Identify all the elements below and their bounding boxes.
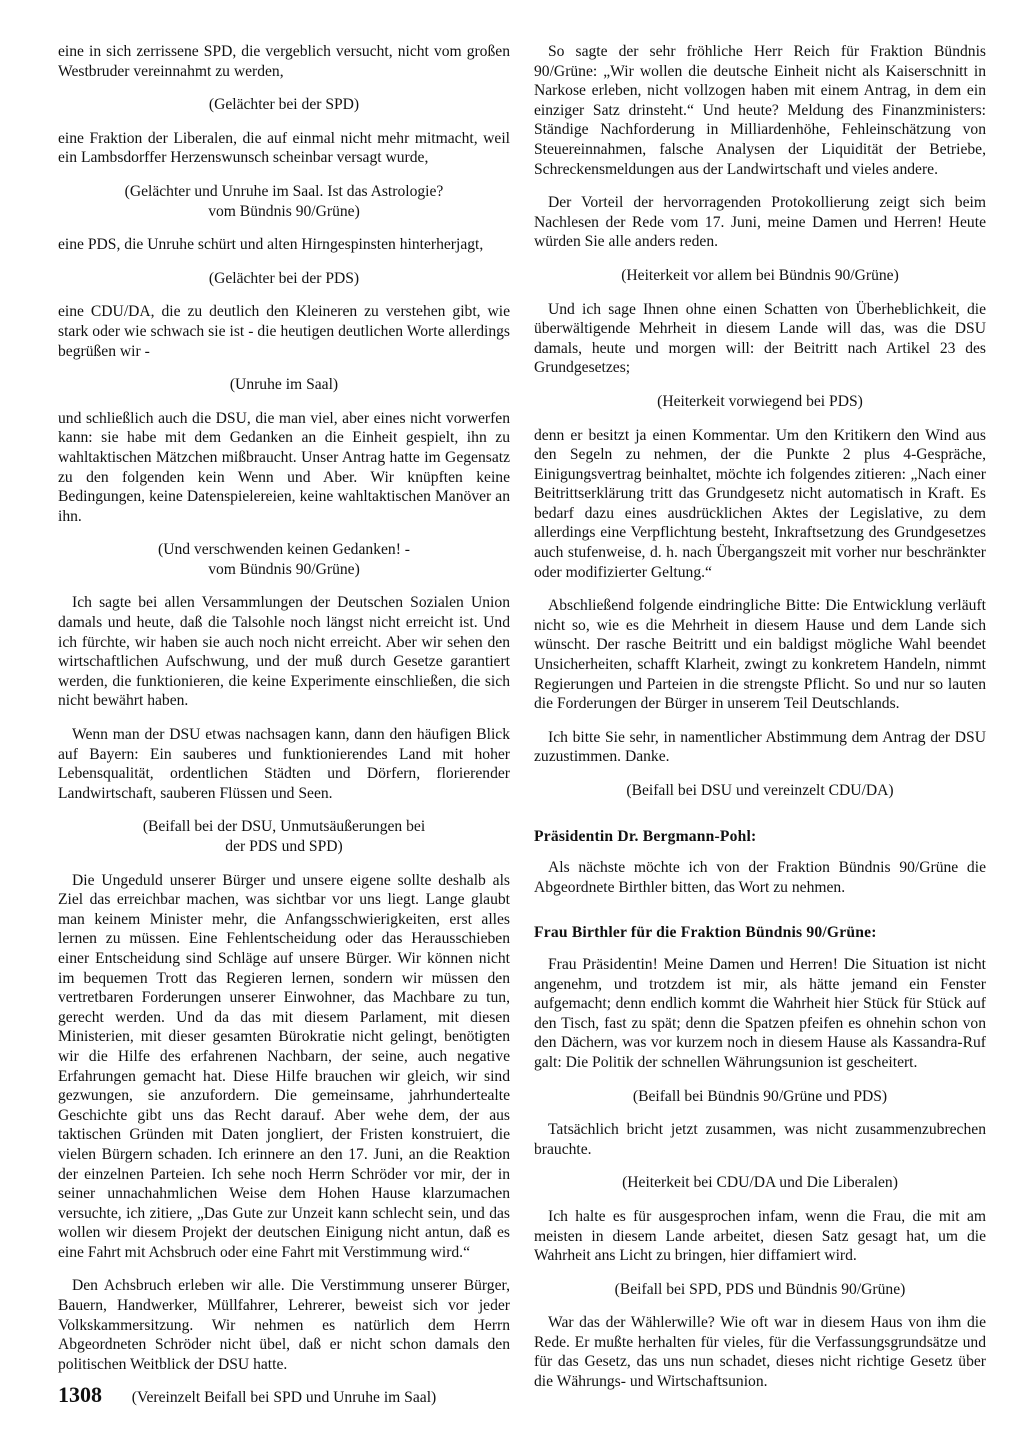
interjection-line: (Heiterkeit vor allem bei Bündnis 90/Grüne) [621,266,899,284]
paragraph: Ich bitte Sie sehr, in namentlicher Abstimmung dem Antrag der DSU zuzustimmen. Danke. [534,728,986,766]
interjection [534,781,986,801]
interjection-line: der PDS und SPD) [225,838,343,855]
interjection [58,95,510,115]
interjection [58,1388,510,1408]
interjection [534,1087,986,1107]
speaker-heading: Präsidentin Dr. Bergmann-Pohl: [534,827,757,845]
interjection-line: (Und verschwenden keinen Gedanken! - [158,541,410,559]
paragraph: eine Fraktion der Liberalen, die auf einmal nicht mehr mitmacht, weil ein Lambsdorffer Herzenswunsch scheinbar versagt wurde, [58,129,510,167]
page-number: 1308 [58,1382,102,1407]
paragraph: War das der Wählerwille? Wie oft war in diesem Haus von ihm die Rede. Er mußte herhalten für vieles, für die Verfassungsgrundsätze und für das Gesetz, das uns nun schadet, dieses nicht richtige Gesetz über die Währungs- und Wirtschaftsunion. [534,1314,986,1391]
paragraph: Tatsächlich bricht jetzt zusammen, was nicht zusammenzubrechen brauchte. [534,1121,986,1158]
interjection-line: (Heiterkeit bei CDU/DA und Die Liberalen) [622,1174,898,1192]
interjection-line: (Unruhe im Saal) [229,376,339,394]
speaker-heading: Frau Birthler für die Fraktion Bündnis 90/Grüne: [534,924,877,942]
paragraph: Als nächste möchte ich von der Fraktion Bündnis 90/Grüne die Abgeordnete Birthler bitten, das Wort zu nehmen. [534,859,986,896]
interjection [58,182,510,221]
interjection-line: (Gelächter bei der SPD) [208,96,360,114]
paragraph: Der Vorteil der hervorragenden Protokollierung zeigt sich beim Nachlesen der Rede vom 17. Juni, meine Damen und Herren! Heute würden Sie alle anders reden. [534,194,986,251]
interjection [534,392,986,412]
paragraph: eine CDU/DA, die zu deutlich den Kleineren zu verstehen gibt, wie stark oder wie schwach sie ist - die heutigen deutlichen Worte allerdings begrüßen wir - [58,303,510,360]
paragraph: Abschließend folgende eindringliche Bitte: Die Entwicklung verläuft nicht so, wie es die Mehrheit in diesem Hause und dem Lande sich wünscht. Der rasche Beitritt und ein baldigst mögliche Wahl beendet Unsicherheiten, schafft Klarheit, zwingt zu konkretem Handeln, nimmt Regierungen und Parteien in die strengste Pflicht. So und nur so lauten die Forderungen der Bürger in unserem Teil Deutschlands. [534,597,986,713]
paragraph: und schließlich auch die DSU, die man viel, aber eines nicht vorwerfen kann: sie habe mit dem Gedanken an die Einheit gespielt, ihn zu wahltaktischen Mätzchen mißbraucht. Unser Antrag hatte im Gegensatz zu den folgenden kein Wenn und Aber. Wir knüpften keine Bedingungen, keine Datenspielereien, keine wahltaktischen Manöver an ihn. [58,409,510,525]
paragraph: Den Achsbruch erleben wir alle. Die Verstimmung unserer Bürger, Bauern, Handwerker, Müllfahrer, Lehrerer, beweist sich vor jeder Volkskammersitzung. Wir nehmen es natürlich dem Herrn Abgeordneten Schröder nicht übel, daß er nicht schon damals den politischen Weitblick der DSU hatte. [58,1277,510,1373]
paragraph: Frau Präsidentin! Meine Damen und Herren! Die Situation ist nicht angenehm, und trotzdem ist mir, als hätte jemand ein Fenster aufgemacht; denn endlich kommt die Wahrheit hier Stück für Stück auf den Tisch, fast zu spät; denn die Spatzen pfeifen es ohnehin schon von den Dächern, was vor kurzem noch in diesem Hause als Kassandra-Ruf galt: Die Politik der schnellen Währungsunion ist gescheitert. [534,955,986,1071]
interjection-line: (Beifall bei Bündnis 90/Grüne und PDS) [632,1087,888,1105]
interjection-line: (Beifall bei DSU und vereinzelt CDU/DA) [626,782,894,799]
interjection-line: (Gelächter und Unruhe im Saal. Ist das Astrologie? [124,182,444,200]
interjection [58,269,510,289]
interjection-line: (Beifall bei SPD, PDS und Bündnis 90/Grüne) [614,1280,906,1298]
interjection-line: (Heiterkeit vorwiegend bei PDS) [657,392,863,410]
interjection-line: vom Bündnis 90/Grüne) [208,202,360,220]
interjection [534,1280,986,1300]
paragraph: eine in sich zerrissene SPD, die vergeblich versucht, nicht vom großen Westbruder vereinnahmt zu werden, [58,43,510,80]
paragraph: denn er besitzt ja einen Kommentar. Um den Kritikern den Wind aus den Segeln zu nehmen, der die Punkte 2 plus 4-Gespräche, Einigungsvertrag beinhaltet, möchte ich folgendes zitieren: „Nach einer Beitrittserklärung tritt das Grundgesetz nicht automatisch in Kraft. Es bedarf dazu eines ausdrücklichen Aktes der Legislative, zu dem allerdings eine Verpflichtung besteht, Inkraftsetzung des Grundgesetzes auch stufenweise, d. h. nach Übergangszeit mit vorher nur beschränkter oder modifizierter Geltung.“ [534,426,986,581]
interjection [58,817,510,856]
interjection-line: vom Bündnis 90/Grüne) [208,560,360,578]
paragraph: Die Ungeduld unserer Bürger und unsere eigene sollte deshalb als Ziel das erreichbar machen, was sichtbar vor uns liegt. Lange glaubt man keinem Minister mehr, die Anfangsschwierigkeiten, erst alles lernen zu müssen. Eine Fehlentscheidung oder das Herausschieben einer Entscheidung sind Schläge auf unsere Bürger. Wir können nicht im bequemen Trott das Regieren lernen, sondern wir müssen den vertretbaren Forderungen unserer Einwohner, das Machbare zu tun, gerecht werden. Und da das mit diesem Parlament, mit diesen Ministerien, mit dieser gesamten Bürokratie nicht gelingt, benötigten wir die Hilfe des erfahrenen Nachbarn, der seine, auch negative Erfahrungen gemacht hat. Diese Hilfe brauchen wir gleich, wir sind gezwungen, sie anzufordern. Die gemeinsame, jahrhundertealte Geschichte gibt uns das Recht darauf. Aber wehe dem, der aus taktischen Gründen mit Daten jongliert, der Fristen konstruiert, die vielen Bürgern schaden. Ich erinnere an den 17. Juni, an die Reaktion der einzelnen Parteien. Ich sehe noch Herrn Schröder vor mir, der in seiner unnachahmlichen Weise dem Hohen Hause klarzumachen versuchte, ich zitiere, „Das Gute zur Unzeit kann schlecht sein, und das wollen wir diesem Projekt der deutschen Einigung nicht antun, daß es eine Fahrt mit Achsbruch oder eine Fahrt mit Verstimmung wird.“ [58,871,510,1261]
paragraph: Und ich sage Ihnen ohne einen Schatten von Überheblichkeit, die überwältigende Mehrheit in diesem Lande will das, was die DSU damals, heute und morgen will: der Beitritt nach Artikel 23 des Grundgesetzes; [534,300,986,377]
interjection [534,266,986,286]
interjection-line: (Beifall bei der DSU, Unmutsäußerungen bei [142,818,426,836]
paragraph: Ich halte es für ausgesprochen infam, wenn die Frau, die mit am meisten in diesem Lande arbeitet, diesen Satz gesagt hat, um die Wahrheit ans Licht zu bringen, hier diffamiert wird. [534,1207,986,1265]
interjection-line: (Gelächter bei der PDS) [208,269,360,287]
paragraph: eine PDS, die Unruhe schürt und alten Hirngespinsten hinterherjagt, [58,236,484,254]
paragraph: So sagte der sehr fröhliche Herr Reich für Fraktion Bündnis 90/Grüne: „Wir wollen die deutsche Einheit nicht als Kaiserschnitt in Narkose erleben, nicht vollzogen haben mit einem Antrag, in dem ein einziger Satz drinsteht.“ Und heute? Meldung des Finanzministers: Ständige Nachforderung in Milliardenhöhe, Fehleinschätzung von Steuereinnahmen, falsche Analysen der Liquidität der Betriebe, Schreckensmeldungen aus der Landwirtschaft und vieles andere. [534,43,986,178]
right-column [534,42,986,1406]
interjection-line: (Vereinzelt Beifall bei SPD und Unruhe im Saal) [131,1389,437,1407]
left-column [58,42,510,1422]
interjection [534,1173,986,1193]
paragraph: Wenn man der DSU etwas nachsagen kann, dann den häufigen Blick auf Bayern: Ein sauberes und funktionierendes Land mit hoher Lebensqualität, ordentlichen Städten und Dörfern, florierender Landwirtschaft, sauberen Flüssen und Seen. [58,726,510,802]
interjection [58,375,510,395]
paragraph: Ich sagte bei allen Versammlungen der Deutschen Sozialen Union damals und heute, daß die Talsohle noch längst nicht erreicht ist. Und ich fürchte, wir haben sie auch noch nicht erreicht. Aber wir sehen den wirtschaftlichen Aufschwung, und der muß durch Gesetze garantiert werden, die funktionieren, die keine Experimente einschließen, die sich nicht bewährt haben. [58,594,510,710]
interjection [58,540,510,579]
